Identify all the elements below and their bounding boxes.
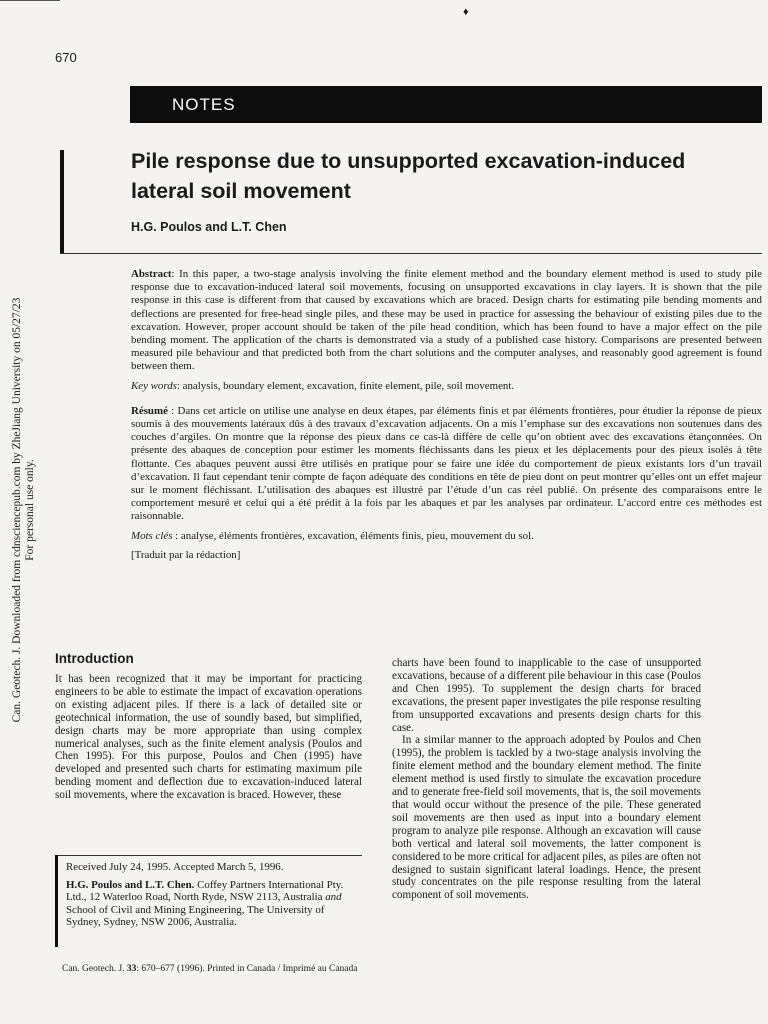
resume-text: : Dans cet article on utilise une analyse en deux étapes, par éléments finis et par éléments frontières, pour étudier la réponse de pieux soumis à des mouvements latéraux dûs à des travaux d’excavation adjacents. On a mis l’emphase sur des excavations non soutenues dans des couches d’argiles. On montre que la réponse des pieux dans ce cas-là diffère de celle qu’on obtient avec des excavations étançonnées. On présente des abaques de conception pour estimer les moments fléchissants dans les pieux et les déplacements pour des pieux isolés à tête flottante. Ces abaques peuvent aussi être utilisés en pratique pour se faire une idée du comportement de pieux existants lors d’un travail d’excavation. Il faut cependant tenir compte de façon adéquate des conditions en tête de pieu dont on peut montrer qu’elles ont un effet majeur sur le moment fléchissant. L’utilisation des abaques est illustré par l’étude d’un cas réel publié. On présente des comparaisons entre le comportement mesuré et celui qui a été prédit à la fois par les abaques et par les analyses par ordinateur. L’accord entre ces méthodes est raisonnable. [131,404,762,523]
received-dates: Received July 24, 1995. Accepted March 5, 1996. [66,861,284,873]
keywords-label: Key words [131,379,177,392]
author-affiliations [66,879,358,929]
title-divider [60,253,762,254]
mots-cles-line [131,530,762,543]
title-left-bar [60,150,64,254]
received-box-left-bar [55,855,58,947]
resume-paragraph [131,405,762,524]
intro-paragraph-2: charts have been found to inapplicable to the case of unsupported excavations, because of a different pile behaviour in this case (Poulos and Chen 1995). To supplement the design charts for braced excavations, the present paper investigates the pile response resulting from unsupported excavations and presents design charts for this case. [392,657,701,734]
section-banner: NOTES [130,86,762,123]
paper-authors: H.G. Poulos and L.T. Chen [131,220,287,234]
top-mark: ♦ [463,6,469,18]
affiliation-and: and [325,891,342,904]
abstract-label: Abstract [131,268,172,280]
abstract-text: : In this paper, a two-stage analysis involving the finite element method and the boundary element method is used to study pile response due to excavation-induced lateral soil movements, focusing on unsupported excavations in clay layers. It is shown that the pile response in this case is different from that caused by excavations which are braced. Design charts for estimating pile bending moments and deflections are presented for free-head single piles, and these may be used in practice for assessing the behaviour of existing piles due to the excavation. However, proper account should be taken of the pile head condition, which has been found to have a major effect on the pile bending moment. The application of the charts is demonstrated via a study of a published case history. Comparisons are presented between measured pile behaviour and that predicted both from the chart solutions and the computer analyses, and reasonably good agreement is found between them. [131,268,762,373]
download-watermark-line1: Can. Geotech. J. Downloaded from cdnsciencepub.com by ZheJiang University on 05/27/23 [11,297,23,723]
journal-footer [62,964,358,974]
left-column [55,673,362,802]
keywords-line [131,380,762,393]
abstract-paragraph [131,268,762,374]
right-column [392,657,701,902]
affiliation-authors: H.G. Poulos and L.T. Chen. [66,878,195,891]
intro-paragraph-3: In a similar manner to the approach adopted by Poulos and Chen (1995), the problem is tackled by a two-stage analysis involving the finite element method and the boundary element method. The finite element method is used firstly to simulate the excavation procedure and to generate free-field soil movements, that is, the soil movements that would occur without the presence of the pile. These generated soil movements are then used as input into a boundary element program to analyze pile response. Although an excavation will cause both vertical and lateral soil movements, the latter component is considered to be more critical for adjacent piles, as piles are often not designed to sustain significant lateral loadings. Hence, the present study concentrates on the pile response resulting from the lateral component of soil movements. [392,734,701,902]
received-box-text [66,861,358,934]
download-watermark [0,270,40,740]
received-box-top-rule [55,855,362,856]
top-edge-rule [0,0,60,1]
download-watermark-line2: For personal use only. [24,459,36,561]
translation-note: [Traduit par la rédaction] [131,548,241,561]
footer-details: : 670–677 (1996). Printed in Canada / Imprimé au Canada [136,964,358,974]
affiliation-part-1: Coffey Partners International Pty. Ltd., 12 Waterloo Road, North Ryde, NSW 2113, Australia [66,878,344,904]
page-number: 670 [55,50,77,65]
received-affiliation-box [55,855,362,947]
intro-paragraph-1: It has been recognized that it may be important for practicing engineers to be able to estimate the impact of excavation operations on existing adjacent piles. If there is a lack of detailed site or geotechnical information, the use of soundly based, but simplified, design charts may be more appropriate than using complex numerical analyses, such as the finite element analysis (Poulos and Chen 1995). For this purpose, Poulos and Chen (1995) have developed and presented such charts for estimating maximum pile bending moment and deflection due to excavation-induced lateral soil movements, where the excavation is braced. However, these [55,673,362,802]
footer-volume: 33 [124,964,137,974]
introduction-heading: Introduction [55,651,134,666]
mots-cles-label: Mots clés [131,529,173,542]
affiliation-part-2: School of Civil and Mining Engineering, The University of Sydney, Sydney, NSW 2006, Australia. [66,903,325,929]
paper-title: Pile response due to unsupported excavation-induced lateral soil movement [131,149,686,203]
footer-journal: Can. Geotech. J. [62,964,125,974]
abstract-block [131,268,762,568]
keywords-text: : analysis, boundary element, excavation, finite element, pile, soil movement. [176,379,515,392]
resume-label: Résumé [131,404,168,417]
mots-cles-text: : analyse, éléments frontières, excavation, éléments finis, pieu, mouvement du sol. [172,529,534,542]
